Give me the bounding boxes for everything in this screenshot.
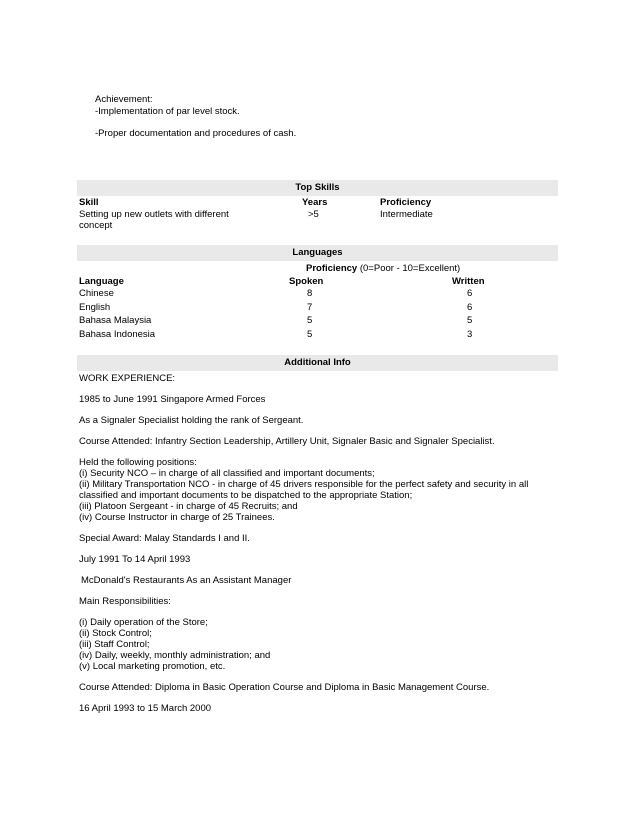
achievement-item: -Proper documentation and procedures of cash. [95, 128, 297, 139]
top-skills-section [77, 180, 558, 233]
course-attended: Course Attended: Infantry Section Leadership, Artillery Unit, Signaler Basic and Signaler Specialist. [79, 436, 495, 447]
special-award: Special Award: Malay Standards I and II. [79, 533, 250, 544]
language-name: English [79, 301, 111, 313]
proficiency-scale: Proficiency (0=Poor - 10=Excellent) [306, 263, 461, 274]
skill-column-header: Skill [79, 197, 99, 208]
position-item: (iii) Platoon Sergeant - in charge of 45 Recruits; and [79, 501, 298, 512]
spoken-column-header: Spoken [289, 276, 324, 287]
written-score: 6 [467, 288, 473, 299]
responsibilities-list [79, 617, 558, 672]
written-score: 5 [467, 315, 473, 326]
employment-period: 1985 to June 1991 Singapore Armed Forces [79, 394, 266, 405]
position-item-continued: classified and important documents to be dispatched to the appropriate Station; [79, 490, 413, 501]
achievement-heading: Achievement: [95, 94, 153, 105]
languages-section [77, 245, 558, 342]
years-cell: >5 [308, 209, 319, 220]
language-name: Bahasa Malaysia [79, 315, 152, 326]
top-skills-title: Top Skills [77, 180, 558, 196]
responsibility-item: (v) Local marketing promotion, etc. [79, 661, 226, 672]
role-description: McDonald's Restaurants As an Assistant Manager [81, 575, 292, 586]
work-experience-heading: WORK EXPERIENCE: [79, 373, 176, 384]
top-skills-header-row [77, 197, 558, 209]
responsibility-item: (iii) Staff Control; [79, 639, 150, 650]
written-column-header: Written [452, 276, 485, 287]
proficiency-cell: Intermediate [380, 209, 433, 220]
positions-list [79, 457, 558, 523]
spoken-score: 7 [307, 301, 313, 313]
language-name: Bahasa Indonesia [79, 328, 156, 340]
language-name: Chinese [79, 288, 114, 299]
proficiency-scale-row [77, 263, 558, 276]
responsibility-item: (i) Daily operation of the Store; [79, 617, 208, 628]
skill-cell: Setting up new outlets with different concept [79, 209, 229, 231]
years-column-header: Years [302, 197, 328, 208]
language-row [77, 288, 558, 302]
employment-period: July 1991 To 14 April 1993 [79, 554, 191, 565]
role-description: As a Signaler Specialist holding the rank of Sergeant. [79, 415, 304, 426]
employment-period: 16 April 1993 to 15 March 2000 [79, 703, 212, 714]
language-column-header: Language [79, 276, 124, 287]
course-attended: Course Attended: Diploma in Basic Operation Course and Diploma in Basic Management Course. [79, 682, 490, 693]
spoken-score: 5 [307, 315, 313, 326]
languages-header-row [77, 276, 558, 288]
responsibility-item: (iv) Daily, weekly, monthly administration; and [79, 650, 271, 661]
additional-info-title: Additional Info [77, 355, 558, 371]
language-row [77, 315, 558, 329]
additional-info-section [77, 355, 558, 724]
achievement-item: -Implementation of par level stock. [95, 106, 240, 117]
responsibility-item: (ii) Stock Control; [79, 628, 152, 639]
position-item: (iv) Course Instructor in charge of 25 Trainees. [79, 512, 275, 523]
spoken-score: 8 [307, 288, 313, 299]
spoken-score: 5 [307, 328, 313, 340]
written-score: 3 [467, 328, 473, 340]
proficiency-column-header: Proficiency [380, 197, 432, 208]
language-row [77, 329, 558, 343]
position-item: (i) Security NCO – in charge of all classified and important documents; [79, 468, 375, 479]
positions-heading: Held the following positions: [79, 457, 197, 468]
languages-title: Languages [77, 245, 558, 261]
language-row [77, 302, 558, 316]
written-score: 6 [467, 301, 473, 313]
responsibilities-heading: Main Responsibilities: [79, 596, 171, 607]
achievement-block [95, 94, 296, 140]
top-skills-row [77, 209, 558, 233]
position-item: (ii) Military Transportation NCO - in charge of 45 drivers responsible for the perfect safety and security in all [79, 479, 529, 490]
